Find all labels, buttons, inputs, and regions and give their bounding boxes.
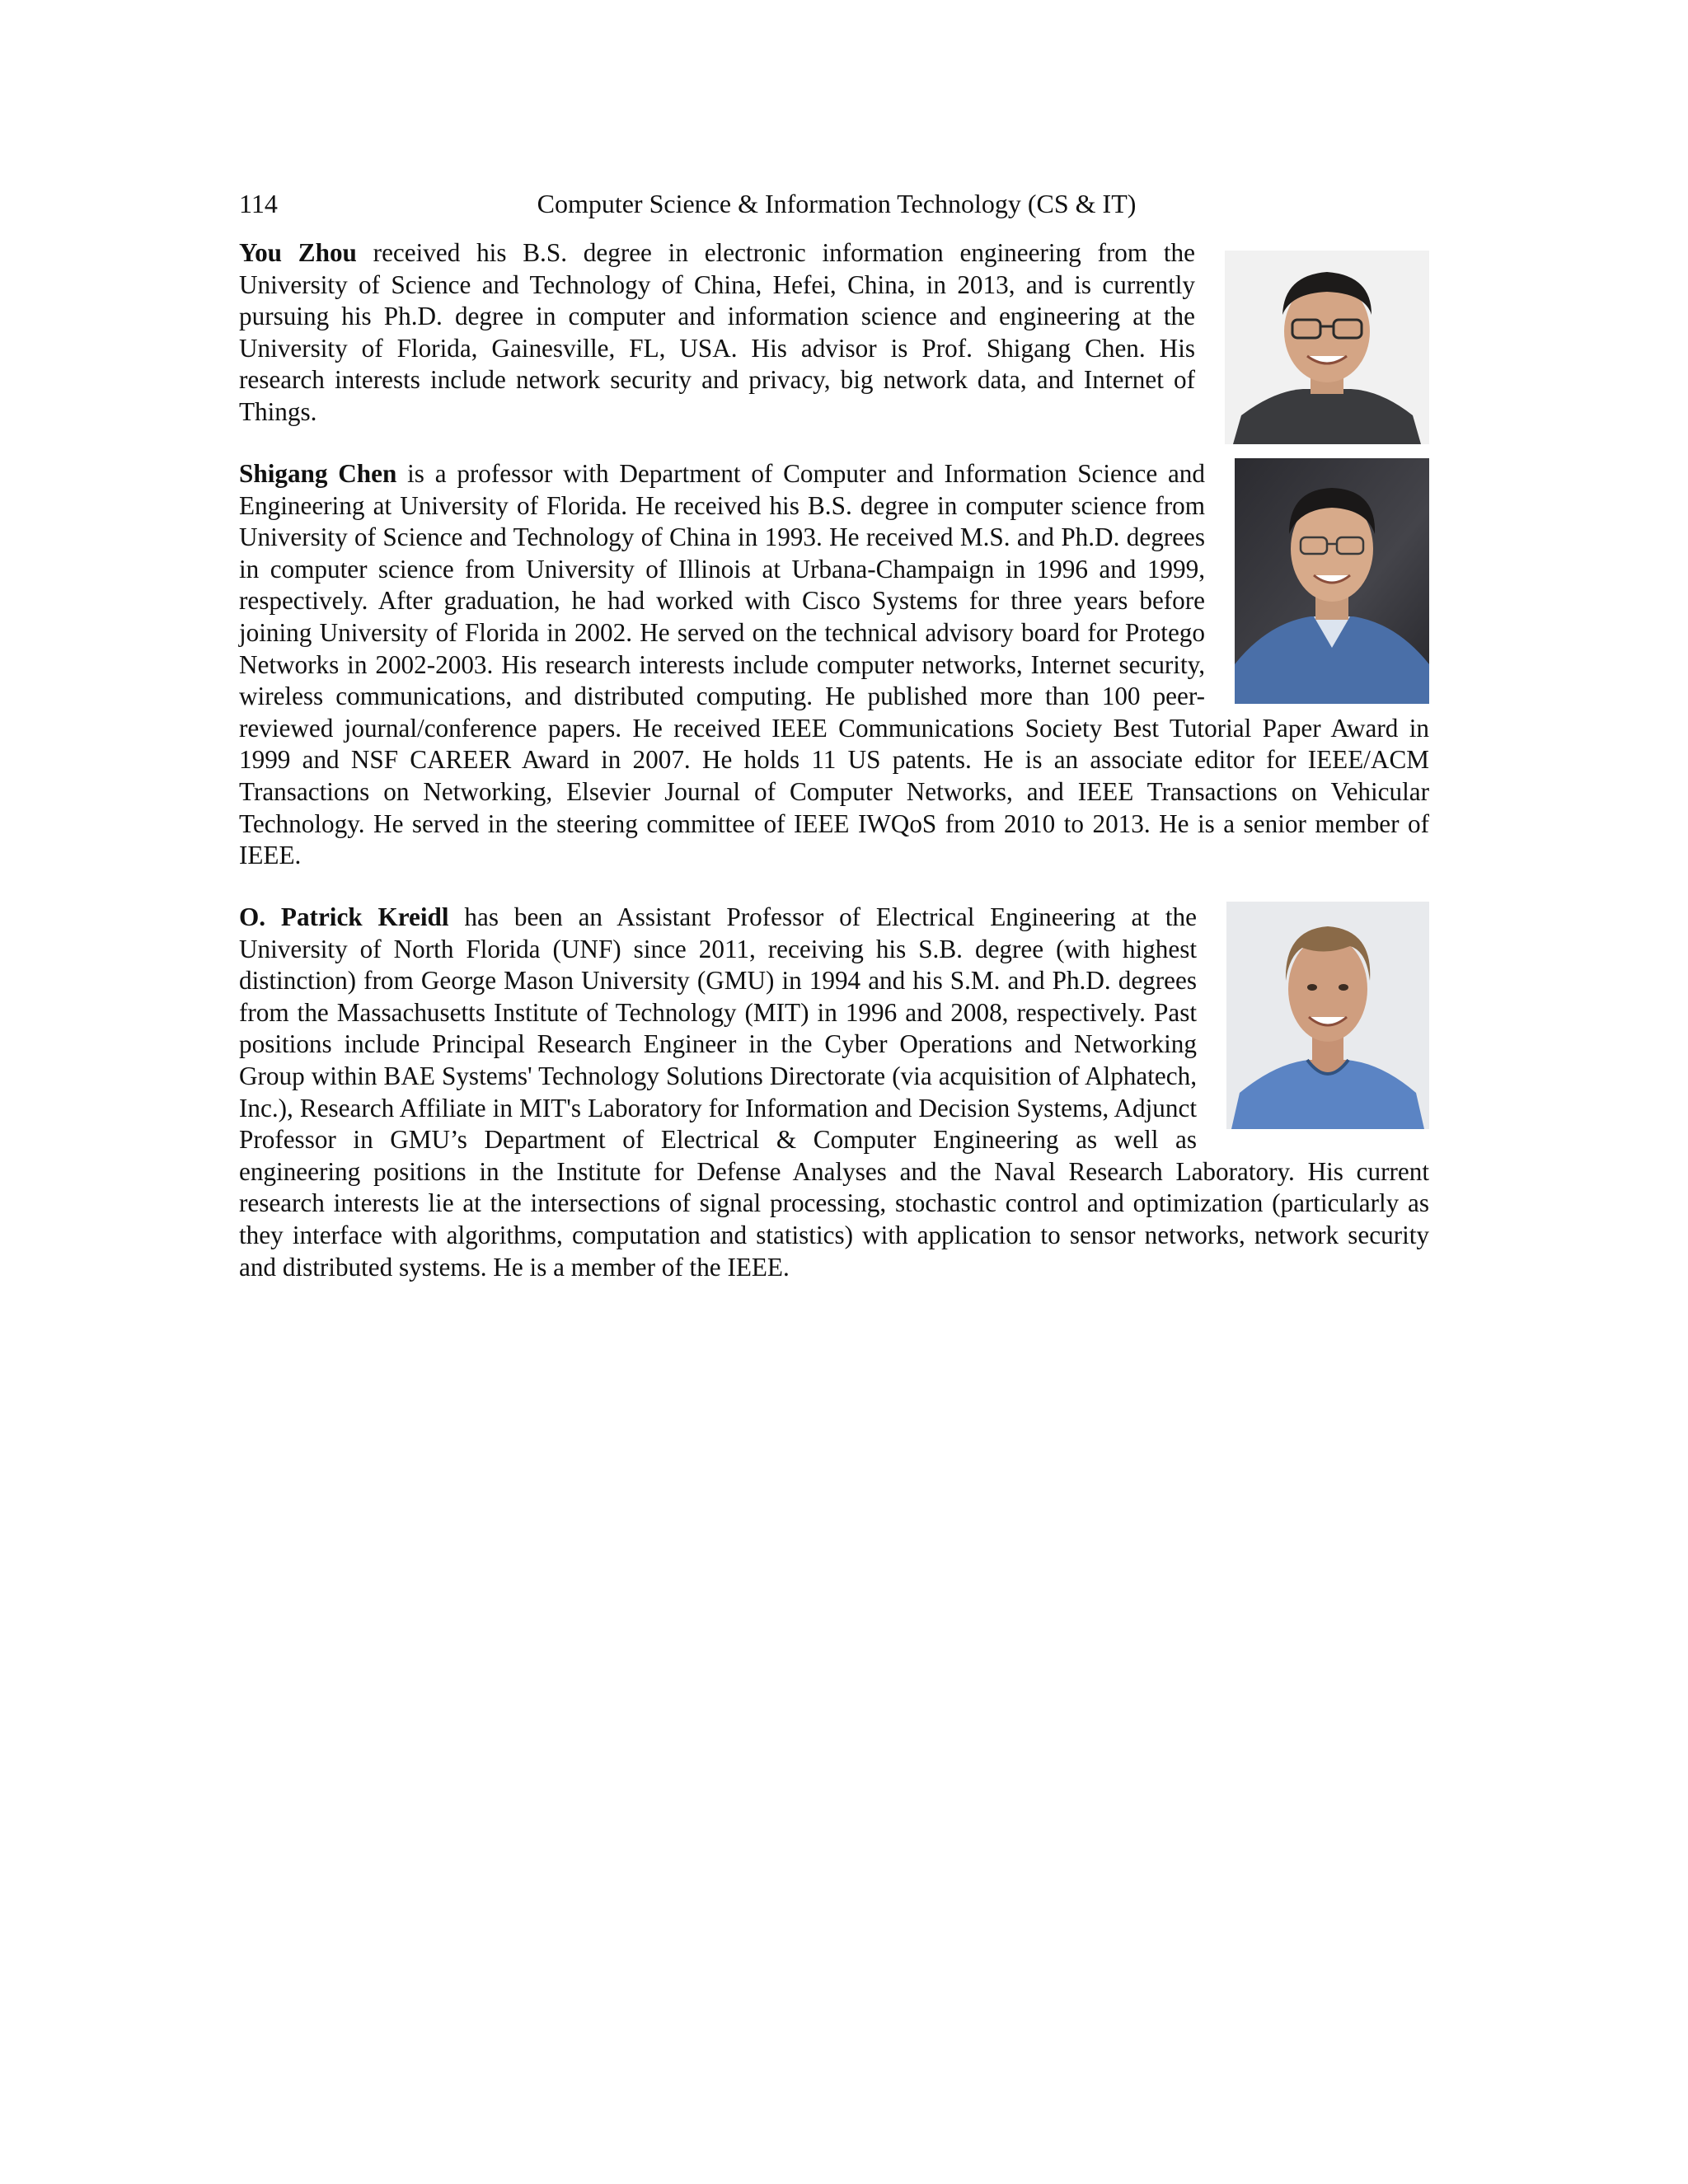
author-name: Shigang Chen (239, 459, 397, 488)
bio-text: received his B.S. degree in electronic information engineering from the University of Science and Technology of China, Hefei, China, in 2013, and is currently pursuing his Ph.D. degree in computer and information science and engineering at the University of Florida, Gainesville, FL, USA. His advisor is Prof. Shigang Chen. His research interests include network security and privacy, big network data, and Internet of Things. (239, 238, 1195, 426)
page-number: 114 (239, 189, 278, 218)
page-header (239, 185, 1429, 223)
author-photo-you-zhou (1225, 251, 1429, 444)
author-photo-o-patrick-kreidl (1226, 902, 1429, 1129)
running-title: Computer Science & Information Technology (CS & IT) (537, 189, 1137, 218)
author-bio-you-zhou (239, 237, 1429, 452)
author-name: O. Patrick Kreidl (239, 902, 449, 931)
bio-text: is a professor with Department of Computer and Information Science and Engineering at University of Florida. He received his B.S. degree in computer science from University of Science and Technology of China in 1993. He received M.S. and Ph.D. degrees in computer science from University of Illinois at Urbana-Champaign in 1996 and 1999, respectively. After graduation, he had worked with Cisco Systems for three years before joining University of Florida in 2002. He served on the technical advisory board for Protego Networks in 2002-2003. His research interests include computer networks, Internet security, wireless communications, and distributed computing. He published more than 100 peer-reviewed journal/conference papers. He received IEEE Communications Society Best Tutorial Paper Award in 1999 and NSF CAREER Award in 2007. He holds 11 US patents. He is an associate editor for IEEE/ACM Transactions on Networking, Elsevier Journal of Computer Networks, and IEEE Transactions on Vehicular Technology. He served in the steering committee of IEEE IWQoS from 2010 to 2013. He is a senior member of IEEE. (239, 459, 1429, 870)
author-bio-o-patrick-kreidl (239, 902, 1429, 1283)
author-bio-shigang-chen (239, 458, 1429, 872)
bio-text: has been an Assistant Professor of Electrical Engineering at the University of North Florida (UNF) since 2011, receiving his S.B. degree (with highest distinction) from George Mason University (GMU) in 1994 and his S.M. and Ph.D. degrees from the Massachusetts Institute of Technology (MIT) in 1996 and 2008, respectively. Past positions include Principal Research Engineer in the Cyber Operations and Networking Group within BAE Systems' Technology Solutions Directorate (via acquisition of Alphatech, Inc.), Research Affiliate in MIT's Laboratory for Information and Decision Systems, Adjunct Professor in GMU’s Department of Electrical & Computer Engineering as well as engineering positions in the Institute for Defense Analyses and the Naval Research Laboratory. His current research interests lie at the intersections of signal processing, stochastic control and optimization (particularly as they interface with algorithms, computation and statistics) with application to sensor networks, network security and distributed systems. He is a member of the IEEE. (239, 902, 1429, 1282)
author-name: You Zhou (239, 238, 357, 267)
author-photo-shigang-chen (1235, 458, 1429, 704)
